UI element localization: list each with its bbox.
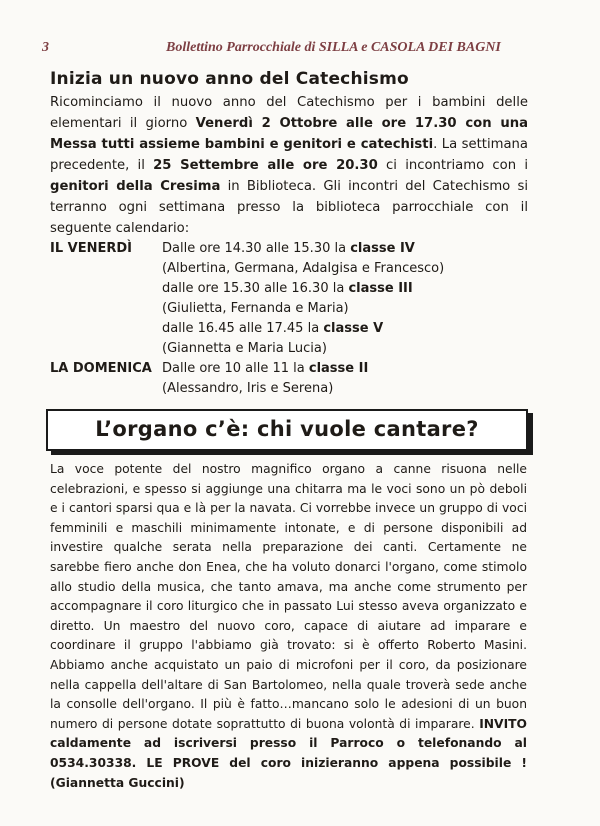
schedule-class: classe IV xyxy=(350,241,415,256)
page-header xyxy=(42,40,562,60)
schedule-day: IL VENERDÌ xyxy=(50,241,132,256)
paragraph-bold: genitori della Cresima xyxy=(50,179,221,194)
schedule-entry xyxy=(162,321,383,336)
schedule-entry xyxy=(162,361,368,376)
article-invite: INVITO caldamente ad iscriversi presso il Parroco o telefonando al 0534.30338. LE PROVE del coro inizieranno appena possibile ! (Giannetta Guccini) xyxy=(50,716,527,790)
schedule-entry xyxy=(162,281,413,296)
schedule-class: classe II xyxy=(308,361,369,376)
catechism-heading: Inizia un nuovo anno del Catechismo xyxy=(50,69,409,89)
bulletin-title: Bollettino Parrocchiale di SILLA e CASOLA DEI BAGNI xyxy=(166,40,501,55)
schedule-catechists: (Giannetta e Maria Lucia) xyxy=(162,341,327,356)
schedule-catechists: (Giulietta, Fernanda e Maria) xyxy=(162,301,349,316)
schedule-catechists: (Albertina, Germana, Adalgisa e Francesco) xyxy=(162,261,445,276)
paragraph-bold: Venerdì 2 Ottobre alle ore 17.30 con una Messa tutti assieme bambini e genitori e catechisti xyxy=(50,116,529,152)
organ-banner xyxy=(46,409,528,451)
schedule-entry xyxy=(162,241,415,256)
schedule-time: Dalle ore 14.30 alle 15.30 la xyxy=(162,241,351,256)
paragraph-text: in Biblioteca. Gli incontri del Catechismo si terranno ogni settimana presso la biblioteca parrocchiale con il seguente calendario: xyxy=(50,179,529,236)
paragraph-bold: 25 Settembre alle ore 20.30 xyxy=(153,158,378,173)
schedule-day: LA DOMENICA xyxy=(50,361,152,376)
schedule-time: dalle ore 15.30 alle 16.30 la xyxy=(162,281,349,296)
organ-article xyxy=(50,460,527,793)
schedule-time: dalle 16.45 alle 17.45 la xyxy=(162,321,324,336)
schedule-catechists: (Alessandro, Iris e Serena) xyxy=(162,381,334,396)
page-number: 3 xyxy=(42,40,49,55)
schedule-class: classe III xyxy=(348,281,413,296)
paragraph-text: Ricominciamo il nuovo anno del Catechismo per i bambini delle elementari il giorno xyxy=(50,95,528,131)
catechism-section xyxy=(50,69,528,239)
schedule-time: Dalle ore 10 alle 11 la xyxy=(162,361,309,376)
paragraph-text: . La settimana precedente, il xyxy=(50,137,528,173)
paragraph-text: ci incontriamo con i xyxy=(377,158,528,173)
catechism-paragraph xyxy=(50,92,528,239)
schedule-class: classe V xyxy=(323,321,384,336)
article-text: La voce potente del nostro magnifico organo a canne risuona nelle celebrazioni, e spesso si aggiunge una chitarra ma le voci sono un pò deboli e i cantori sparsi qua e là per la navata. Ci vorrebbe invece un gruppo di voci femminili e maschili minimamente intonate, e di persone disponibili ad investire qualche serata nella preparazione dei canti. Certamente ne sarebbe fiero anche don Enea, che ha voluto donarci l'organo, come stimolo allo studio della musica, che tanto amava, ma anche come strumento per accompagnare il coro liturgico che in passato Lui stesso aveva organizzato e diretto. Un maestro del nuovo coro, capace di aiutare ad imparare e coordinare il gruppo l'abbiamo già trovato: si è offerto Roberto Masini. Abbiamo anche acquistato un paio di microfoni per il coro, da posizionare nella cappella dell'altare di San Bartolomeo, nella quale troverà sede anche la consolle dell'organo. Il più è fatto…mancano solo le adesioni di un buon numero di persone dotate soprattutto di buona volontà di imparare. xyxy=(50,462,527,731)
banner-title: L’organo c’è: chi vuole cantare? xyxy=(95,417,479,441)
